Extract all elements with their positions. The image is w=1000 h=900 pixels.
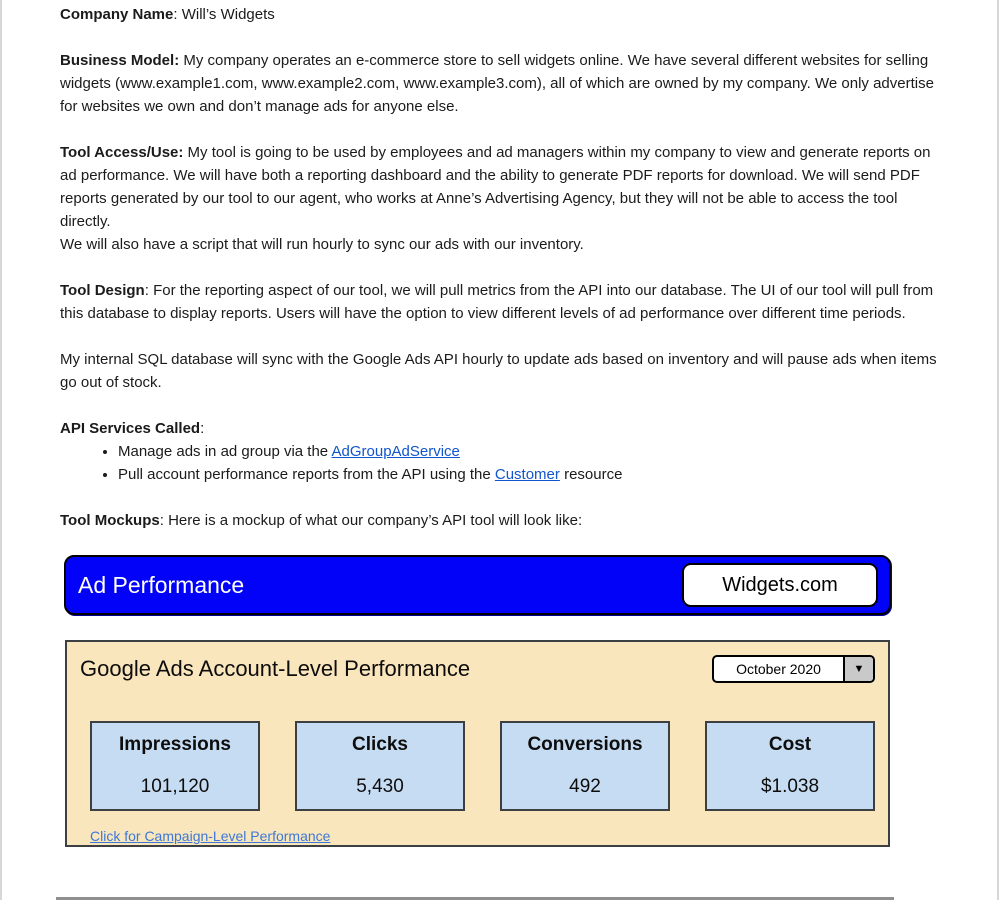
mockup-header-bar bbox=[64, 555, 891, 615]
paragraph-sql-sync bbox=[60, 348, 940, 394]
text-run: API Services Called bbox=[60, 420, 201, 437]
month-dropdown-value: October 2020 bbox=[736, 660, 821, 677]
paragraph-business-model bbox=[60, 49, 940, 118]
text-run: resource bbox=[559, 466, 623, 483]
metric-value: 5,430 bbox=[356, 776, 404, 797]
api-services-heading bbox=[60, 417, 940, 440]
metric-label: Cost bbox=[768, 734, 812, 755]
text-run: Tool Mockups bbox=[60, 512, 160, 529]
paragraph-tool-access bbox=[60, 141, 940, 256]
api-service-item-adgroupadservice bbox=[118, 440, 940, 463]
doc-link[interactable]: AdGroupAdService bbox=[331, 443, 460, 460]
metric-label: Clicks bbox=[352, 734, 408, 755]
campaign-level-link[interactable]: Click for Campaign-Level Performance bbox=[90, 828, 331, 844]
text-run: Tool Design bbox=[60, 282, 145, 299]
metric-value: $1.038 bbox=[760, 776, 820, 797]
panel-top-row bbox=[80, 654, 875, 684]
text-run: Pull account performance reports from the API using the bbox=[118, 466, 495, 483]
widgets-com-button[interactable]: Widgets.com bbox=[682, 563, 878, 607]
metric-card-conversions bbox=[500, 721, 670, 811]
text-run: Company Name bbox=[60, 6, 174, 23]
api-service-item-customer bbox=[118, 463, 940, 486]
mockup-header-title: Ad Performance bbox=[78, 571, 245, 598]
metric-card-impressions bbox=[90, 721, 260, 811]
text-run: My internal SQL database will sync with the Google Ads API hourly to update ads based on inventory and will pause ads when items go out of stock. bbox=[60, 351, 937, 391]
page-left-edge bbox=[0, 0, 2, 900]
api-services-list bbox=[60, 440, 940, 486]
chevron-down-icon: ▼ bbox=[853, 662, 865, 675]
paragraph-tool-mockups bbox=[60, 509, 940, 532]
text-run: My tool is going to be used by employees and ad managers within my company to view and generate reports on ad performance. We will have both a reporting dashboard and the ability to generate PDF reports for download. We will send PDF reports generated by our tool to our agent, who works at Anne’s Advertising Agency, but they will not be able to access the tool directly. bbox=[60, 144, 931, 230]
metric-value: 492 bbox=[569, 776, 601, 797]
text-run: : bbox=[200, 420, 205, 437]
paragraph-company-name bbox=[60, 3, 940, 26]
text-run: Manage ads in ad group via the bbox=[118, 443, 332, 460]
dropdown-arrow-button[interactable] bbox=[843, 657, 873, 681]
text-run: : Here is a mockup of what our company’s API tool will look like: bbox=[159, 512, 583, 529]
text-run: : Will’s Widgets bbox=[173, 6, 275, 23]
metric-card-clicks bbox=[295, 721, 465, 811]
account-performance-panel bbox=[65, 640, 890, 847]
text-run: Business Model: bbox=[60, 52, 180, 69]
text-run: : For the reporting aspect of our tool, we will pull metrics from the API into our database. The UI of our tool will pull from this database to display reports. Users will have the option to view different levels of ad performance over different time periods. bbox=[60, 282, 934, 322]
metric-card-cost bbox=[705, 721, 875, 811]
metric-cards-row bbox=[90, 721, 875, 811]
panel-title: Google Ads Account-Level Performance bbox=[80, 656, 471, 681]
page-right-edge bbox=[997, 0, 999, 900]
text-run: My company operates an e-commerce store to sell widgets online. We have several different websites for selling widgets (www.example1.com, www.example2.com, www.example3.com), all of which are owned by my company. We only advertise for websites we own and don’t manage ads for anyone else. bbox=[60, 52, 934, 115]
metric-label: Impressions bbox=[119, 734, 231, 755]
text-run: We will also have a script that will run hourly to sync our ads with our inventory. bbox=[60, 236, 584, 253]
paragraph-tool-design bbox=[60, 279, 940, 325]
metric-value: 101,120 bbox=[140, 776, 210, 797]
doc-link[interactable]: Customer bbox=[494, 466, 560, 483]
text-run: Tool Access/Use: bbox=[60, 144, 184, 161]
metric-label: Conversions bbox=[527, 734, 643, 755]
month-dropdown[interactable] bbox=[712, 655, 875, 683]
